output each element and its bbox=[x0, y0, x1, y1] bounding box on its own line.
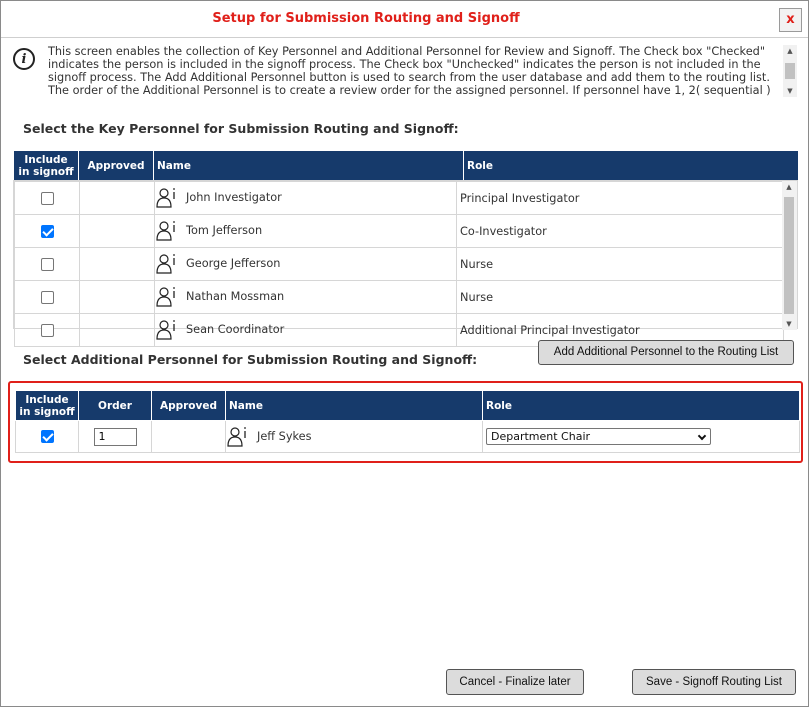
save-signoff-routing-button[interactable]: Save - Signoff Routing List bbox=[632, 669, 796, 695]
order-input[interactable] bbox=[94, 428, 137, 446]
approved-cell bbox=[152, 421, 226, 453]
key-personnel-row bbox=[15, 248, 784, 281]
col-order: Order bbox=[79, 391, 152, 421]
name-cell bbox=[155, 314, 457, 347]
include-cell bbox=[16, 421, 79, 453]
include-checkbox[interactable] bbox=[41, 291, 54, 304]
name-cell bbox=[155, 182, 457, 215]
scroll-thumb[interactable] bbox=[784, 197, 794, 314]
additional-personnel-table bbox=[15, 390, 800, 453]
person-name: George Jefferson bbox=[186, 257, 281, 270]
key-personnel-table bbox=[14, 181, 784, 347]
scroll-thumb[interactable] bbox=[785, 63, 795, 79]
info-scrollbar[interactable] bbox=[783, 45, 797, 97]
col-name: Name bbox=[226, 391, 483, 421]
key-personnel-header bbox=[13, 150, 799, 181]
scroll-up-arrow-icon[interactable]: ▲ bbox=[787, 47, 793, 55]
include-cell bbox=[15, 215, 80, 248]
approved-cell bbox=[80, 215, 155, 248]
col-include: Include in signoff bbox=[14, 151, 79, 181]
role-cell: Co-Investigator bbox=[457, 215, 784, 248]
include-cell bbox=[15, 281, 80, 314]
include-cell bbox=[15, 248, 80, 281]
role-select-value: Department Chair bbox=[491, 430, 591, 443]
person-name: Nathan Mossman bbox=[186, 290, 285, 303]
add-additional-personnel-button[interactable]: Add Additional Personnel to the Routing List bbox=[538, 340, 794, 365]
name-cell bbox=[155, 248, 457, 281]
person-info-icon[interactable] bbox=[227, 426, 249, 448]
col-approved: Approved bbox=[152, 391, 226, 421]
key-personnel-title: Select the Key Personnel for Submission Routing and Signoff: bbox=[23, 121, 459, 136]
include-cell bbox=[15, 182, 80, 215]
scroll-down-arrow-icon[interactable]: ▼ bbox=[787, 87, 793, 95]
person-name: Jeff Sykes bbox=[257, 429, 312, 443]
role-cell: Principal Investigator bbox=[457, 182, 784, 215]
person-name: John Investigator bbox=[186, 191, 282, 204]
key-personnel-row bbox=[15, 281, 784, 314]
info-panel bbox=[11, 45, 797, 97]
key-personnel-list[interactable] bbox=[13, 180, 798, 337]
chevron-down-icon bbox=[698, 432, 706, 440]
role-cell: Nurse bbox=[457, 281, 784, 314]
scroll-up-arrow-icon[interactable]: ▲ bbox=[786, 183, 792, 191]
order-cell bbox=[79, 421, 152, 453]
additional-personnel-highlight bbox=[8, 381, 803, 463]
person-name: Sean Coordinator bbox=[186, 323, 285, 336]
role-cell: Nurse bbox=[457, 248, 784, 281]
name-cell bbox=[155, 215, 457, 248]
include-checkbox[interactable] bbox=[41, 324, 54, 337]
approved-cell bbox=[80, 182, 155, 215]
cancel-finalize-later-button[interactable]: Cancel - Finalize later bbox=[446, 669, 584, 695]
role-select[interactable] bbox=[486, 428, 711, 445]
include-checkbox[interactable] bbox=[41, 258, 54, 271]
col-include: Include in signoff bbox=[16, 391, 79, 421]
role-cell bbox=[483, 421, 800, 453]
approved-cell bbox=[80, 281, 155, 314]
role-cell: Additional Principal Investigator bbox=[457, 314, 784, 347]
person-info-icon[interactable] bbox=[156, 319, 178, 341]
title-bar bbox=[1, 1, 808, 38]
approved-cell bbox=[80, 314, 155, 347]
approved-cell bbox=[80, 248, 155, 281]
key-list-scrollbar[interactable] bbox=[782, 181, 797, 330]
include-cell bbox=[15, 314, 80, 347]
dialog-title: Setup for Submission Routing and Signoff bbox=[212, 11, 520, 26]
key-personnel-row bbox=[15, 215, 784, 248]
person-info-icon[interactable] bbox=[156, 220, 178, 242]
include-checkbox[interactable] bbox=[41, 430, 54, 443]
additional-personnel-row bbox=[16, 421, 800, 453]
person-info-icon[interactable] bbox=[156, 187, 178, 209]
person-info-icon[interactable] bbox=[156, 253, 178, 275]
name-cell bbox=[226, 421, 483, 453]
col-role: Role bbox=[464, 151, 799, 181]
col-name: Name bbox=[154, 151, 464, 181]
person-info-icon[interactable] bbox=[156, 286, 178, 308]
additional-personnel-title: Select Additional Personnel for Submission Routing and Signoff: bbox=[23, 352, 478, 367]
info-text: This screen enables the collection of Key Personnel and Additional Personnel for Review and Signoff. The Check box "Checked" indicates the person is included in the signoff process. The Check box "Unchecked" indicates the person is not included in the signoff process. The Add Additional Personnel button is used to search from the user database and add them to the routing list. The order of the Additional Personnel is to create a review order for the assigned personnel. If personnel have 1, 2( sequential ) bbox=[48, 45, 771, 97]
include-checkbox[interactable] bbox=[41, 225, 54, 238]
include-checkbox[interactable] bbox=[41, 192, 54, 205]
person-name: Tom Jefferson bbox=[186, 224, 263, 237]
close-button[interactable]: x bbox=[779, 8, 802, 32]
key-personnel-row bbox=[15, 182, 784, 215]
scroll-down-arrow-icon[interactable]: ▼ bbox=[786, 320, 792, 328]
col-role: Role bbox=[483, 391, 800, 421]
info-icon: i bbox=[13, 48, 35, 70]
name-cell bbox=[155, 281, 457, 314]
col-approved: Approved bbox=[79, 151, 154, 181]
